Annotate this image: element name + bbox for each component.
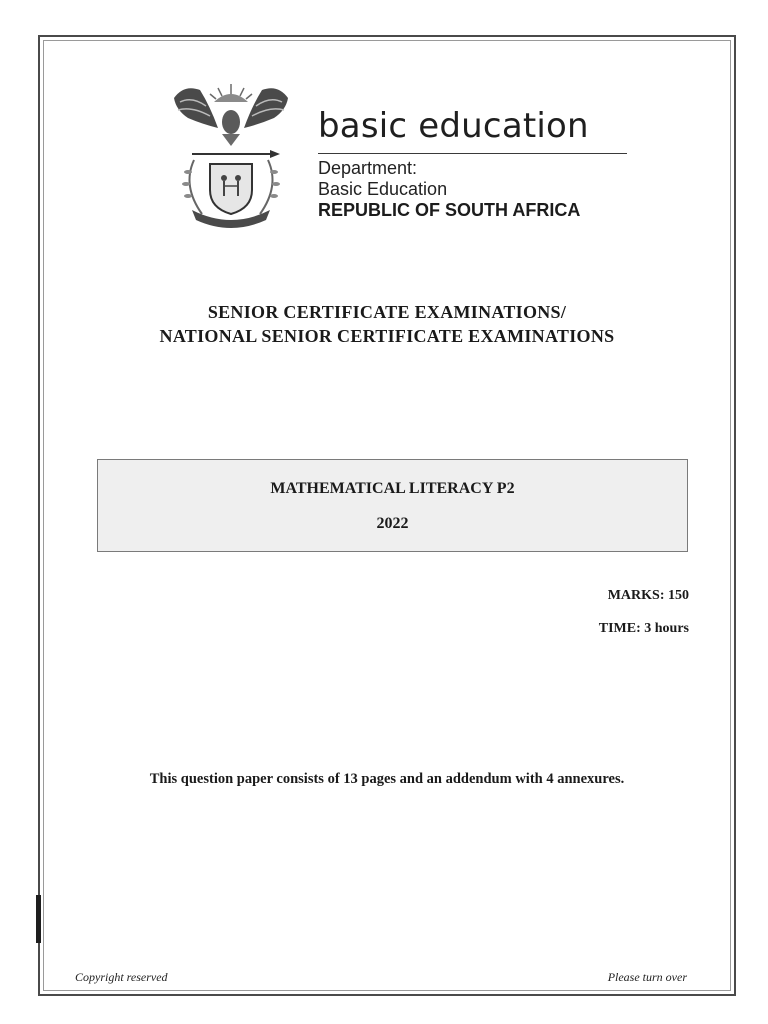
subject-box — [97, 459, 688, 552]
brand-rule — [318, 153, 627, 154]
marks-label: MARKS: 150 — [607, 588, 689, 603]
copyright-footer: Copyright reserved — [75, 970, 168, 984]
exam-heading — [40, 300, 734, 348]
department-name: Basic Education — [318, 179, 448, 199]
time-label: TIME: 3 hours — [598, 621, 689, 636]
department-block — [318, 158, 447, 200]
scan-mark — [36, 895, 41, 943]
exam-year: 2022 — [376, 515, 409, 532]
exam-heading-line2: NATIONAL SENIOR CERTIFICATE EXAMINATIONS — [159, 326, 615, 346]
coat-of-arms-icon — [166, 80, 296, 230]
exam-heading-line1: SENIOR CERTIFICATE EXAMINATIONS/ — [207, 302, 567, 322]
country-name: REPUBLIC OF SOUTH AFRICA — [318, 200, 581, 220]
department-line: Department: — [318, 158, 418, 178]
turn-over-footer: Please turn over — [607, 970, 687, 984]
brand-title: basic education — [318, 106, 589, 146]
subject-name: MATHEMATICAL LITERACY P2 — [270, 480, 515, 497]
paper-note: This question paper consists of 13 pages and an addendum with 4 annexures. — [149, 771, 625, 787]
